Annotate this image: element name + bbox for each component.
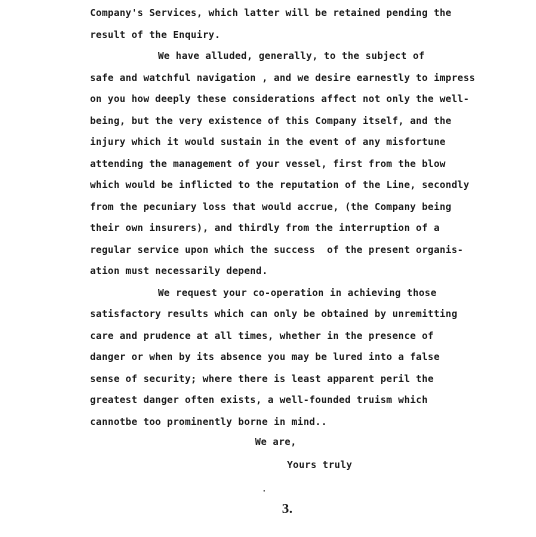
body-line-9: which would be inflicted to the reputation of the Line, secondly (90, 180, 470, 191)
body-line-12: regular service upon which the success of the present organis- (90, 245, 464, 256)
signoff-line: Yours truly (287, 460, 353, 471)
body-line-4: safe and watchful navigation , and we desire earnestly to impress (90, 73, 476, 84)
body-line-8: attending the management of your vessel, first from the blow (90, 159, 446, 170)
closing-line: We are, (255, 437, 297, 448)
body-line-5: on you how deeply these considerations affect not only the well- (90, 94, 470, 105)
stray-ink-mark: · (263, 486, 267, 496)
page-number: 3. (282, 502, 293, 517)
body-line-7: injury which it would sustain in the event of any misfortune (90, 137, 446, 148)
body-line-13: ation must necessarily depend. (90, 266, 268, 277)
body-line-16: care and prudence at all times, whether in the presence of (90, 331, 434, 342)
paragraph-2-first-line: We have alluded, generally, to the subject of (158, 51, 425, 62)
body-line-11: their own insurers), and thirdly from the interruption of a (90, 223, 440, 234)
body-line-2: result of the Enquiry. (90, 30, 221, 41)
body-line-10: from the pecuniary loss that would accrue, (the Company being (90, 202, 452, 213)
paragraph-3-first-line: We request your co-operation in achieving those (158, 288, 437, 299)
body-line-18: sense of security; where there is least apparent peril the (90, 374, 434, 385)
body-line-17: danger or when by its absence you may be lured into a false (90, 352, 440, 363)
body-line-19: greatest danger often exists, a well-founded truism which (90, 395, 428, 406)
body-line-6: being, but the very existence of this Company itself, and the (90, 116, 452, 127)
body-line-20: cannotbe too prominently borne in mind.. (90, 417, 328, 428)
body-line-1: Company's Services, which latter will be retained pending the (90, 8, 452, 19)
body-line-15: satisfactory results which can only be obtained by unremitting (90, 309, 458, 320)
